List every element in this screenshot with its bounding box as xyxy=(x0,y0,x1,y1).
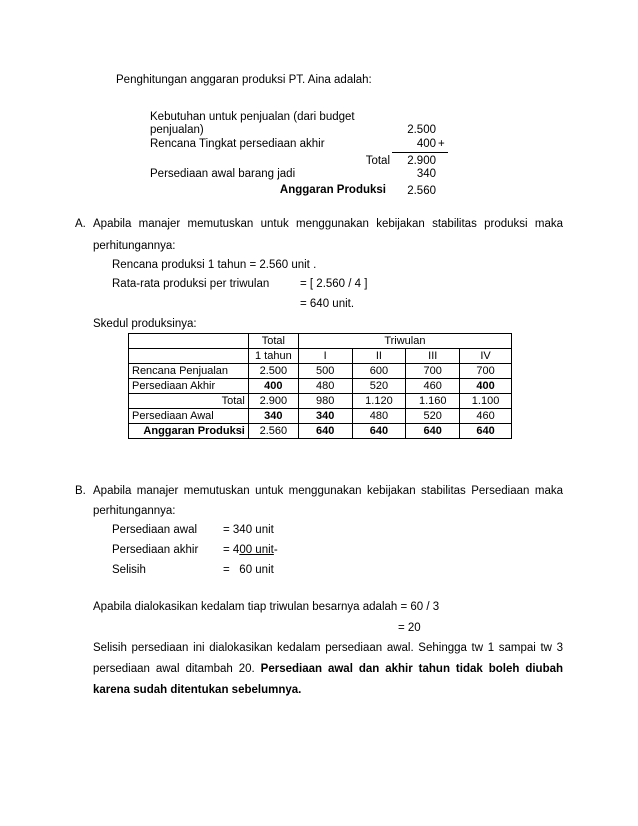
plus-sign: + xyxy=(438,138,445,150)
section-a-line2: perhitungannya: xyxy=(93,240,176,252)
paragraph-line3: karena sudah ditentukan sebelumnya. xyxy=(93,684,302,696)
header-quarter: IV xyxy=(460,349,512,364)
row-cell: 480 xyxy=(298,379,352,394)
intro-row-label: Rencana Tingkat persediaan akhir xyxy=(150,138,325,150)
intro-row-label: penjualan) xyxy=(150,124,204,136)
table-row xyxy=(129,424,512,439)
row-label: Total xyxy=(129,394,249,409)
row-cell: 600 xyxy=(352,364,406,379)
intro-row-value: 400 xyxy=(416,138,436,150)
row-cell: 400 xyxy=(460,379,512,394)
calc-result: = 640 unit. xyxy=(300,298,355,310)
allocation-line: Apabila dialokasikan kedalam tiap triwulan besarnya adalah = 60 / 3 xyxy=(93,601,440,613)
schedule-label: Skedul produksinya: xyxy=(93,318,197,330)
section-a-letter: A. xyxy=(75,218,86,230)
row-cell: 1.100 xyxy=(460,394,512,409)
row-cell: 640 xyxy=(298,424,352,439)
row-label: Persediaan Awal xyxy=(129,409,249,424)
inventory-value xyxy=(223,543,278,557)
intro-row-value: 340 xyxy=(416,168,436,180)
table-row xyxy=(129,394,512,409)
header-year: 1 tahun xyxy=(248,349,298,364)
row-cell: 1.120 xyxy=(352,394,406,409)
paragraph-line1: Selisih persediaan ini dialokasikan kedalam persediaan awal. Sehingga tw 1 sampai tw 3 xyxy=(93,642,563,654)
header-total: Total xyxy=(248,334,298,349)
table-row xyxy=(129,364,512,379)
row-total: 2.900 xyxy=(248,394,298,409)
row-total: 400 xyxy=(248,379,298,394)
intro-anggaran-label: Anggaran Produksi xyxy=(279,184,386,196)
table-corner-cell xyxy=(129,334,249,349)
row-label: Anggaran Produksi xyxy=(129,424,249,439)
row-cell: 700 xyxy=(460,364,512,379)
inventory-value-underlined: 00 unit xyxy=(239,544,274,556)
section-b-line1: Apabila manajer memutuskan untuk menggunakan kebijakan stabilitas Persediaan maka xyxy=(93,485,563,497)
row-cell: 640 xyxy=(352,424,406,439)
intro-row-value: 2.560 xyxy=(407,185,436,197)
table-row xyxy=(129,379,512,394)
table-corner-cell xyxy=(129,349,249,364)
minus-sign: - xyxy=(273,544,278,556)
calc-rata-label: Rata-rata produksi per triwulan xyxy=(112,278,270,290)
row-cell: 980 xyxy=(298,394,352,409)
row-cell: 640 xyxy=(460,424,512,439)
row-cell: 1.160 xyxy=(406,394,460,409)
inventory-value: = 340 unit xyxy=(223,524,274,536)
row-label: Persediaan Akhir xyxy=(129,379,249,394)
header-quarter: I xyxy=(298,349,352,364)
paragraph-line2 xyxy=(93,662,563,676)
section-b-letter: B. xyxy=(75,485,86,497)
row-cell: 520 xyxy=(352,379,406,394)
intro-row-value: 2.500 xyxy=(407,124,436,136)
row-cell: 700 xyxy=(406,364,460,379)
calc-rata-value: = [ 2.560 / 4 ] xyxy=(300,278,368,290)
header-quarter: III xyxy=(406,349,460,364)
row-cell: 500 xyxy=(298,364,352,379)
inventory-value-prefix: = 4 xyxy=(223,544,240,556)
row-cell: 520 xyxy=(406,409,460,424)
intro-heading: Penghitungan anggaran produksi PT. Aina adalah: xyxy=(116,74,372,86)
row-total: 2.500 xyxy=(248,364,298,379)
table-subheader-row xyxy=(129,349,512,364)
table-header-row xyxy=(129,334,512,349)
section-a-line1: Apabila manajer memutuskan untuk menggunakan kebijakan stabilitas produksi maka xyxy=(93,218,563,230)
row-label: Rencana Penjualan xyxy=(129,364,249,379)
row-cell: 460 xyxy=(406,379,460,394)
inventory-value: = 60 unit xyxy=(223,564,274,576)
header-triwulan: Triwulan xyxy=(298,334,511,349)
allocation-result: = 20 xyxy=(398,622,421,634)
section-b-line2: perhitungannya: xyxy=(93,505,176,517)
production-schedule-table xyxy=(128,333,512,439)
header-quarter: II xyxy=(352,349,406,364)
row-cell: 640 xyxy=(406,424,460,439)
intro-row-value: 2.900 xyxy=(407,155,436,167)
row-total: 2.560 xyxy=(248,424,298,439)
inventory-label: Persediaan awal xyxy=(112,524,198,536)
intro-total-label: Total xyxy=(365,155,390,167)
inventory-label: Selisih xyxy=(112,564,146,576)
row-total: 340 xyxy=(248,409,298,424)
row-cell: 460 xyxy=(460,409,512,424)
calc-rencana: Rencana produksi 1 tahun = 2.560 unit . xyxy=(112,259,317,271)
paragraph-line2-normal: persediaan awal ditambah 20. xyxy=(93,663,255,675)
intro-row-label: Kebutuhan untuk penjualan (dari budget xyxy=(150,111,355,123)
sum-rule xyxy=(392,152,448,153)
intro-row-label: Persediaan awal barang jadi xyxy=(150,168,296,180)
table-row xyxy=(129,409,512,424)
row-cell: 340 xyxy=(298,409,352,424)
paragraph-line2-bold: Persediaan awal dan akhir tahun tidak boleh diubah xyxy=(260,663,564,675)
inventory-label: Persediaan akhir xyxy=(112,544,199,556)
row-cell: 480 xyxy=(352,409,406,424)
